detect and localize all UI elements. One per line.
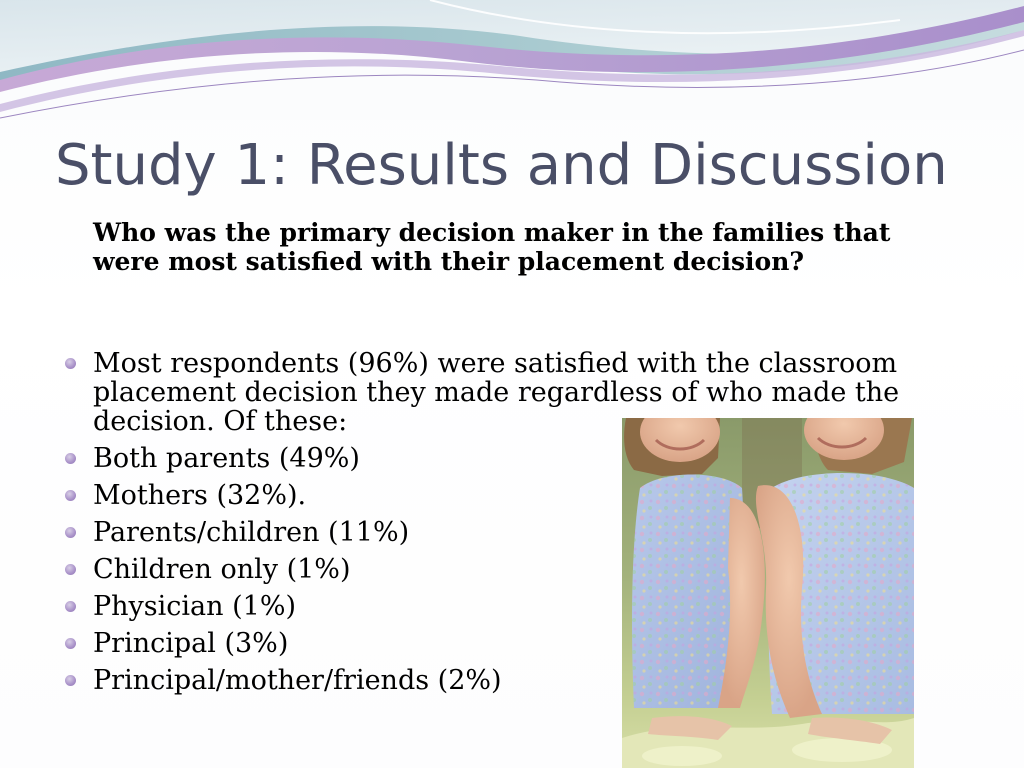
list-item-text: Parents/children (11%) xyxy=(93,517,410,548)
list-item-text: Both parents (49%) xyxy=(93,443,360,474)
circle-bullet-icon xyxy=(65,453,76,464)
list-item-text: Most respondents (96%) were satisfied with the classroom placement decision they made regardless of who made the decision. Of these: xyxy=(93,348,900,437)
list-item-text: Children only (1%) xyxy=(93,554,351,585)
photo-two-girls xyxy=(622,418,914,768)
circle-bullet-icon xyxy=(65,675,76,686)
circle-bullet-icon xyxy=(65,564,76,575)
circle-bullet-icon xyxy=(65,638,76,649)
research-question: Who was the primary decision maker in the families that were most satisfied with their placement decision? xyxy=(93,218,891,276)
circle-bullet-icon xyxy=(65,358,76,369)
circle-bullet-icon xyxy=(65,527,76,538)
circle-bullet-icon xyxy=(65,601,76,612)
decorative-wave-banner xyxy=(0,0,1024,120)
list-item-text: Principal (3%) xyxy=(93,628,289,659)
list-item-text: Mothers (32%). xyxy=(93,480,307,511)
list-item-text: Principal/mother/friends (2%) xyxy=(93,665,502,696)
slide-title: Study 1: Results and Discussion xyxy=(55,133,948,198)
list-item-text: Physician (1%) xyxy=(93,591,297,622)
circle-bullet-icon xyxy=(65,490,76,501)
